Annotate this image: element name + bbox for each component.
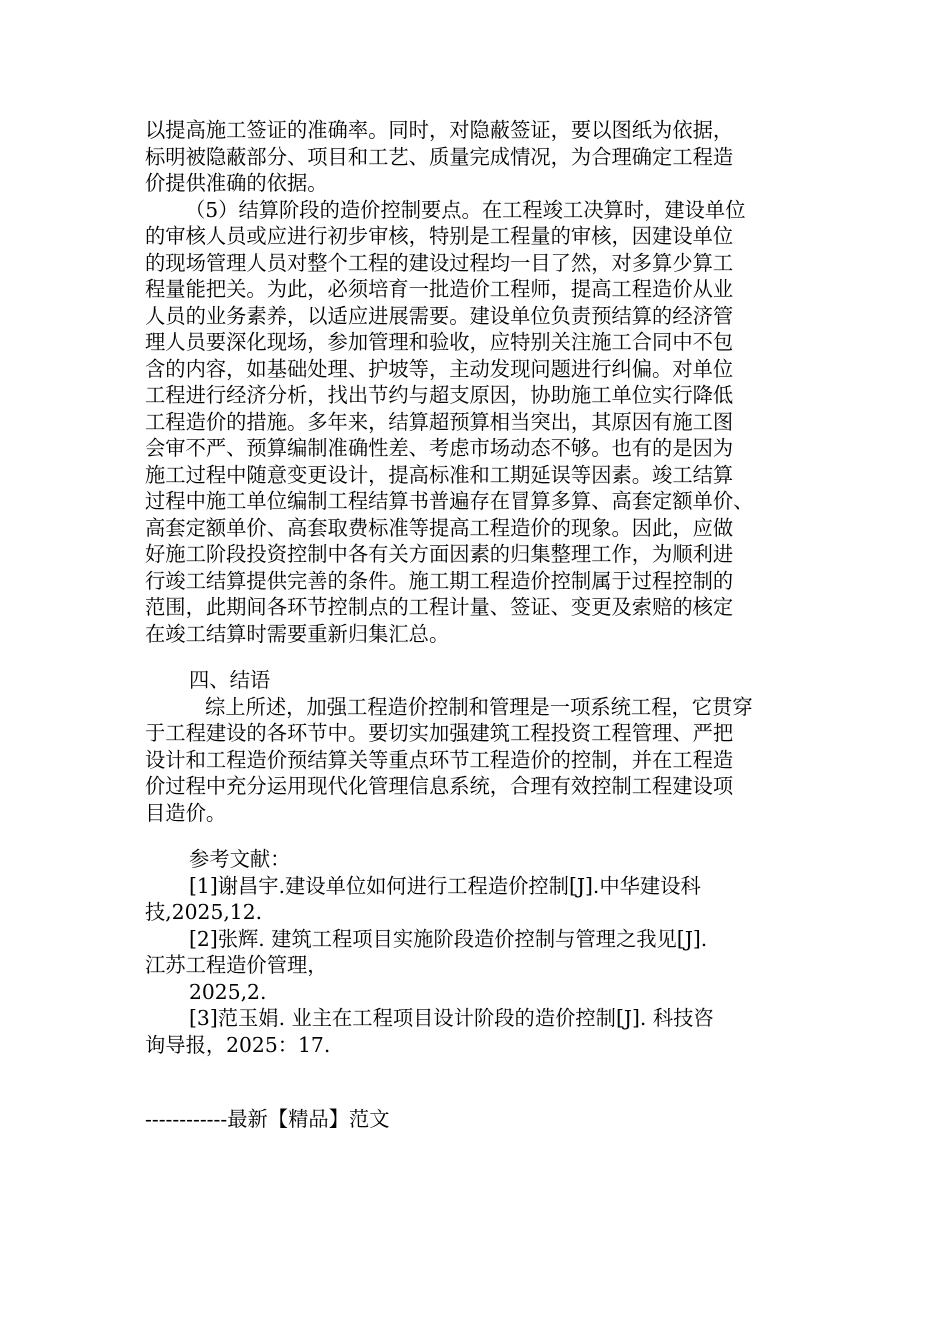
- reference-item: [1]谢昌宇.建设单位如何进行工程造价控制[J].中华建设科: [189, 873, 701, 898]
- text-line: 好施工阶段投资控制中各有关方面因素的归集整理工作，为顺利进: [145, 542, 734, 566]
- reference-item: [2]张辉. 建筑工程项目实施阶段造价控制与管理之我见[J].: [189, 926, 708, 951]
- text-line: 高套定额单价、高套取费标准等提高工程造价的现象。因此，应做: [145, 515, 734, 540]
- reference-item-continuation: 江苏工程造价管理，: [145, 953, 328, 977]
- references-list: [145, 873, 810, 1059]
- text-line: 施工过程中随意变更设计，提高标准和工期延误等因素。竣工结算: [145, 462, 734, 487]
- text-line: 含的内容，如基础处理、护坡等，主动发现问题进行纠偏。对单位: [145, 356, 734, 381]
- references-heading: 参考文献：: [189, 847, 291, 871]
- text-line: 综上所述，加强工程造价控制和管理是一项系统工程，它贯穿: [205, 694, 753, 719]
- reference-item-continuation: 2025,2.: [189, 979, 267, 1004]
- text-line: 标明被隐蔽部分、项目和工艺、质量完成情况，为合理确定工程造: [145, 144, 734, 169]
- text-line: 行竣工结算提供完善的条件。施工期工程造价控制属于过程控制的: [145, 568, 734, 593]
- reference-item-continuation: 询导报，2025：17.: [145, 1032, 331, 1057]
- spacer: [145, 1058, 810, 1106]
- text-line: 过程中施工单位编制工程结算书普遍存在冒算多算、高套定额单价、: [145, 489, 754, 513]
- paragraph-visa-accuracy: [145, 117, 810, 197]
- text-line: 的审核人员或应进行初步审核，特别是工程量的审核，因建设单位: [145, 224, 734, 248]
- reference-item-continuation: 技,2025,12.: [145, 900, 263, 924]
- text-line: 设计和工程造价预结算关等重点环节工程造价的控制，并在工程造: [145, 747, 734, 772]
- spacer: [145, 647, 810, 667]
- spacer: [145, 826, 810, 846]
- text-line: 工程进行经济分析，找出节约与超支原因，协助施工单位实行降低: [145, 383, 734, 407]
- text-line: 于工程建设的各环节中。要切实加强建筑工程投资工程管理、严把: [145, 721, 734, 745]
- text-line: 理人员要深化现场，参加管理和验收，应特别关注施工合同中不包: [145, 330, 734, 354]
- text-line: 价提供准确的依据。: [145, 171, 328, 195]
- footer-note: ------------最新【精品】范文: [145, 1107, 390, 1131]
- paragraph-settlement-stage: [145, 197, 810, 648]
- text-line: 程量能把关。为此，必须培育一批造价工程师，提高工程造价从业: [145, 277, 734, 301]
- document-page: [145, 117, 810, 1133]
- text-line: 工程造价的措施。多年来，结算超预算相当突出，其原因有施工图: [145, 409, 734, 434]
- text-line: 在竣工结算时需要重新归集汇总。: [145, 621, 450, 646]
- section-heading: 四、结语: [189, 668, 271, 692]
- text-line: 价过程中充分运用现代化管理信息系统，合理有效控制工程建设项: [145, 774, 734, 798]
- text-line: 会审不严、预算编制准确性差、考虑市场动态不够。也有的是因为: [145, 436, 734, 460]
- text-line: 的现场管理人员对整个工程的建设过程均一目了然，对多算少算工: [145, 250, 734, 275]
- reference-item: [3]范玉娟. 业主在工程项目设计阶段的造价控制[J]. 科技咨: [189, 1006, 714, 1030]
- text-line: 目造价。: [145, 800, 227, 825]
- paragraph-conclusion: [145, 694, 810, 827]
- text-line: 以提高施工签证的准确率。同时，对隐蔽签证，要以图纸为依据，: [145, 118, 734, 142]
- text-line: 范围，此期间各环节控制点的工程计量、签证、变更及索赔的核定: [145, 595, 734, 619]
- text-line: 人员的业务素养，以适应进展需要。建设单位负责预结算的经济管: [145, 303, 734, 328]
- text-line: （5）结算阶段的造价控制要点。在工程竣工决算时，建设单位: [185, 197, 746, 222]
